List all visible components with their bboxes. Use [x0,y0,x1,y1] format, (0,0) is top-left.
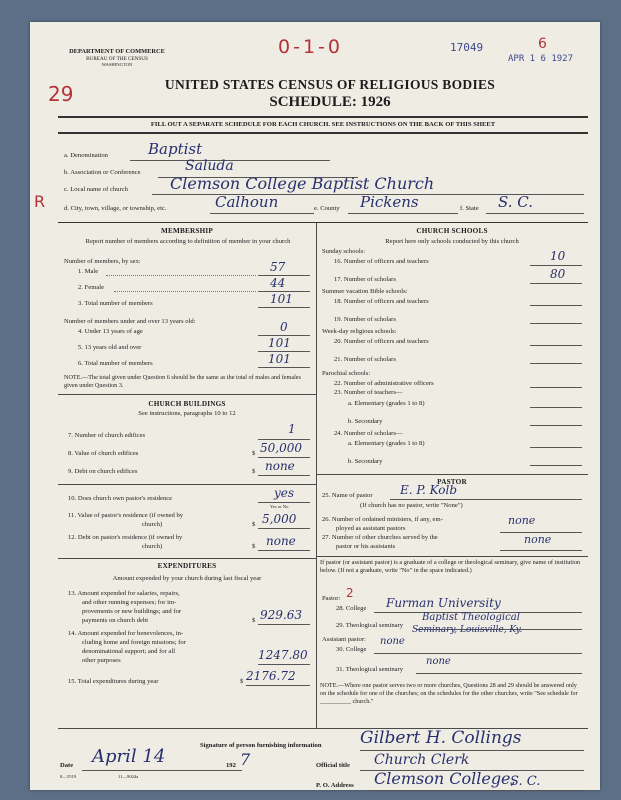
q25-field-line [390,499,582,500]
q19-label: 19. Number of scholars [334,316,396,323]
q14-label-3: denominational support; and for all [82,648,176,655]
q26-label: 26. Number of ordained ministers, if any, em- [322,516,443,523]
buildings-sub: See instructions, paragraphs 10 to 12 [138,410,236,417]
city-value: Calhoun [215,193,279,211]
state-label: f. State [460,205,479,212]
expenditures-title: EXPENDITURES [157,562,217,570]
q24a-field-line [530,447,582,448]
expenditures-sub: Amount expended by your church during last fiscal year [112,575,262,582]
q13-dollar: $ [252,617,256,624]
pastor-title: PASTOR [437,478,467,486]
q27-field-line [500,550,582,551]
q11-field-line [258,528,310,529]
signature-field-line [360,750,584,751]
association-label: b. Association or Conference [64,169,141,176]
q16-label: 16. Number of officers and teachers [334,258,429,265]
membership-intro: Report number of members according to definition of member in your church [85,238,291,245]
q2-label: 2. Female [78,284,105,291]
q11-value: 5,000 [262,512,297,526]
left-number-mark: 29 [48,82,74,106]
county-label: e. County [314,205,340,212]
year-value: 7 [240,750,251,769]
q27-value: none [524,533,552,546]
q27-label-2: pastor or his assistants [336,543,396,550]
q21-label: 21. Number of scholars [334,356,396,363]
q25-value: E. P. Kolb [400,483,458,497]
form-schedule: SCHEDULE: 1926 [269,94,391,110]
expenditures-rule [58,558,316,559]
association-value: Saluda [185,158,234,174]
state-value: S. C. [498,193,533,211]
buildings-rule [58,394,316,395]
q15-value: 2176.72 [246,669,296,683]
date-label: Date [60,762,74,769]
q31-field-line [416,673,582,674]
bureau-name: BUREAU OF THE CENSUS [86,56,148,62]
q17-label: 17. Number of scholars [334,276,396,283]
q14-label-4: other purposes [82,657,121,664]
q14-label: 14. Amount expended for benevolences, in- [68,630,184,637]
po-address-field-line [370,790,584,791]
corner-mark: 6 [538,36,547,52]
q13-value: 929.63 [260,608,302,622]
q18-label: 18. Number of officers and teachers [334,298,429,305]
q13-field-line [258,624,310,625]
summer-schools-label: Summer vacation Bible schools: [322,288,408,295]
form-title: UNITED STATES CENSUS OF RELIGIOUS BODIES [164,77,496,92]
po-address-value-2: S. C. [510,774,541,789]
local-name-value: Clemson College Baptist Church [170,174,435,193]
q20-label: 20. Number of officers and teachers [334,338,429,345]
q12-field-line [258,550,310,551]
county-value: Pickens [360,193,419,211]
q1-dots [106,275,256,276]
q11-label: 11. Value of pastor's residence (if owned by [68,512,184,519]
q26-value: none [508,514,536,527]
q1-label: 1. Male [78,268,99,275]
q30-value: none [380,636,405,647]
q14-value: 1247.80 [258,648,308,662]
q18-field-line [530,305,582,306]
schools-title: CHURCH SCHOOLS [416,227,488,235]
buildings-mid-rule [58,484,316,485]
q30-label: 30. College [336,646,367,653]
q23a-field-line [530,407,582,408]
q24a-label: a. Elementary (grades 1 to 8) [348,440,425,447]
q12-label: 12. Debt on pastor's residence (if owned by [68,534,183,541]
buildings-title: CHURCH BUILDINGS [148,400,226,408]
section-rule [58,222,588,223]
q29-label: 29. Theological seminary [336,622,404,629]
pastor-note: NOTE.—Where one pastor serves two or more churches, Questions 28 and 29 should be answered only on the schedule for one of the churches; on the schedules for the other churches, write "See schedule for __________ church." [320,682,578,705]
q9-dollar: $ [252,468,256,475]
q16-field-line [530,265,582,266]
q11-label-2: church) [142,521,163,528]
q24-label: 24. Number of scholars— [334,430,403,437]
q6-field-line [258,367,310,368]
q10-label: 10. Does church own pastor's residence [68,495,173,502]
q19-field-line [530,323,582,324]
q24b-field-line [530,465,582,466]
q5-label: 5. 13 years old and over [78,344,142,351]
q17-value: 80 [550,267,566,281]
q9-field-line [258,475,310,476]
pastor-sub-label: Pastor: [322,595,341,602]
q8-label: 8. Value of church edifices [68,450,139,457]
q29-value-1: Baptist Theological [422,612,520,623]
q20-field-line [530,345,582,346]
q4-value: 0 [280,320,288,334]
signature-label: Signature of person furnishing information [200,742,322,749]
q9-label: 9. Debt on church edifices [68,468,138,475]
q12-label-2: church) [142,543,163,550]
pastor-rule [316,474,588,475]
q11-dollar: $ [252,521,256,528]
form-number-2: 11—9024a [118,774,139,779]
column-divider [316,223,317,729]
form-instruction: FILL OUT A SEPARATE SCHEDULE FOR EACH CHURCH. SEE INSTRUCTIONS ON THE BACK OF THIS SHEET [150,121,496,128]
membership-note: NOTE.—The total given under Question 6 should be the same as the total of males and females given under Question 3. [64,374,301,389]
q3-value: 101 [270,292,293,306]
q4-label: 4. Under 13 years of age [78,328,143,335]
q21-field-line [530,363,582,364]
q25-hint: (If church has no pastor, write "None") [360,502,463,509]
pastor-mark: 2 [346,586,354,600]
q6-label: 6. Total number of members [78,360,153,367]
q31-value: none [426,656,451,667]
sunday-schools-label: Sunday schools: [322,248,366,255]
q22-label: 22. Number of administrative officers [334,380,434,387]
graduate-note: If pastor (or assistant pastor) is a graduate of a college or theological seminary, give name of institution below. (If not a graduate, write "No" in the space indicated.) [320,559,581,574]
date-value: April 14 [92,746,166,767]
q30-field-line [374,653,582,654]
grad-rule [316,556,588,557]
header-rule-bottom [58,132,588,134]
parochial-schools-label: Parochial schools: [322,370,371,377]
county-field-line [348,213,458,214]
weekday-schools-label: Week-day religious schools: [322,328,397,335]
q23b-label: b. Secondary [348,418,383,425]
age-head-label: Number of members under and over 13 years old: [64,318,196,325]
q23b-field-line [530,425,582,426]
q23a-label: a. Elementary (grades 1 to 8) [348,400,425,407]
members-by-sex-label: Number of members, by sex: [64,258,141,265]
q16-value: 10 [550,249,566,263]
q31-label: 31. Theological seminary [336,666,404,673]
q28-label: 28. College [336,605,367,612]
po-address-value-1: Clemson College, [374,769,516,788]
q29-value-2: Seminary, Louisville, Ky. [412,625,523,635]
q3-label: 3. Total number of members [78,300,153,307]
stamp-number: 17049 [450,41,484,54]
q13-label-2: and other running expenses; for im- [82,599,177,606]
official-title-label: Official title [316,762,350,769]
q7-value: 1 [288,422,296,436]
q28-value: Furman University [386,596,501,610]
q2-value: 44 [270,276,286,290]
q22-field-line [530,387,582,388]
denomination-label: a. Denomination [64,152,108,159]
date-received-stamp: APR 1 6 1927 [508,54,574,64]
r-mark: R [34,192,46,211]
q24b-label: b. Secondary [348,458,383,465]
q26-label-2: ployed as assistant pastors [336,525,406,532]
q12-value: none [266,534,296,548]
po-address-label: P. O. Address [316,782,354,789]
q8-dollar: $ [252,450,256,457]
local-name-label: c. Local name of church [64,186,128,193]
city-field-line [210,213,314,214]
q27-label: 27. Number of other churches served by the [322,534,438,541]
date-field-line [82,770,242,771]
q13-label-3: provements or new buildings; and for [82,608,182,615]
q12-dollar: $ [252,543,256,550]
q8-value: 50,000 [260,441,302,455]
q3-field-line [258,307,310,308]
department-name: DEPARTMENT OF COMMERCE [69,48,165,55]
q15-label: 15. Total expenditures during year [68,678,159,685]
form-number: 8—5519 [60,774,77,779]
q17-field-line [530,283,582,284]
q9-value: none [265,459,295,473]
official-title-value: Church Clerk [374,752,470,768]
membership-title: MEMBERSHIP [161,227,213,235]
q13-label-4: payments on church debt [82,617,149,624]
q7-label: 7. Number of church edifices [68,432,146,439]
q10-yes-no-hint: Yes or No [270,504,289,509]
q10-field-line [258,502,310,503]
q8-field-line [258,457,310,458]
q6-value: 101 [268,352,291,366]
state-field-line [486,213,584,214]
header-rule-top [58,116,588,118]
q10-value: yes [274,486,295,500]
assistant-pastor-label: Assistant pastor: [322,636,366,643]
schools-intro: Report here only schools conducted by this church [385,238,519,245]
q15-dollar: $ [240,678,244,685]
census-schedule-sheet [30,22,600,790]
handwritten-code: 0-1-0 [278,36,343,58]
q25-label: 25. Name of pastor [322,492,373,499]
q7-field-line [258,439,310,440]
city-label: d. City, town, village, or township, etc. [64,205,167,212]
q14-field-line [258,664,310,665]
city-name: WASHINGTON [101,62,133,67]
q13-label: 13. Amount expended for salaries, repairs, [68,590,180,597]
year-prefix: 192 [226,762,236,769]
q23-label: 23. Number of teachers— [334,389,403,396]
q2-dots [114,291,256,292]
q1-value: 57 [270,260,286,274]
signature-value: Gilbert H. Collings [360,728,522,748]
denomination-value: Baptist [148,140,203,158]
q5-value: 101 [268,336,291,350]
q15-field-line [246,685,310,686]
q14-label-2: cluding home and foreign missions; for [82,639,186,646]
